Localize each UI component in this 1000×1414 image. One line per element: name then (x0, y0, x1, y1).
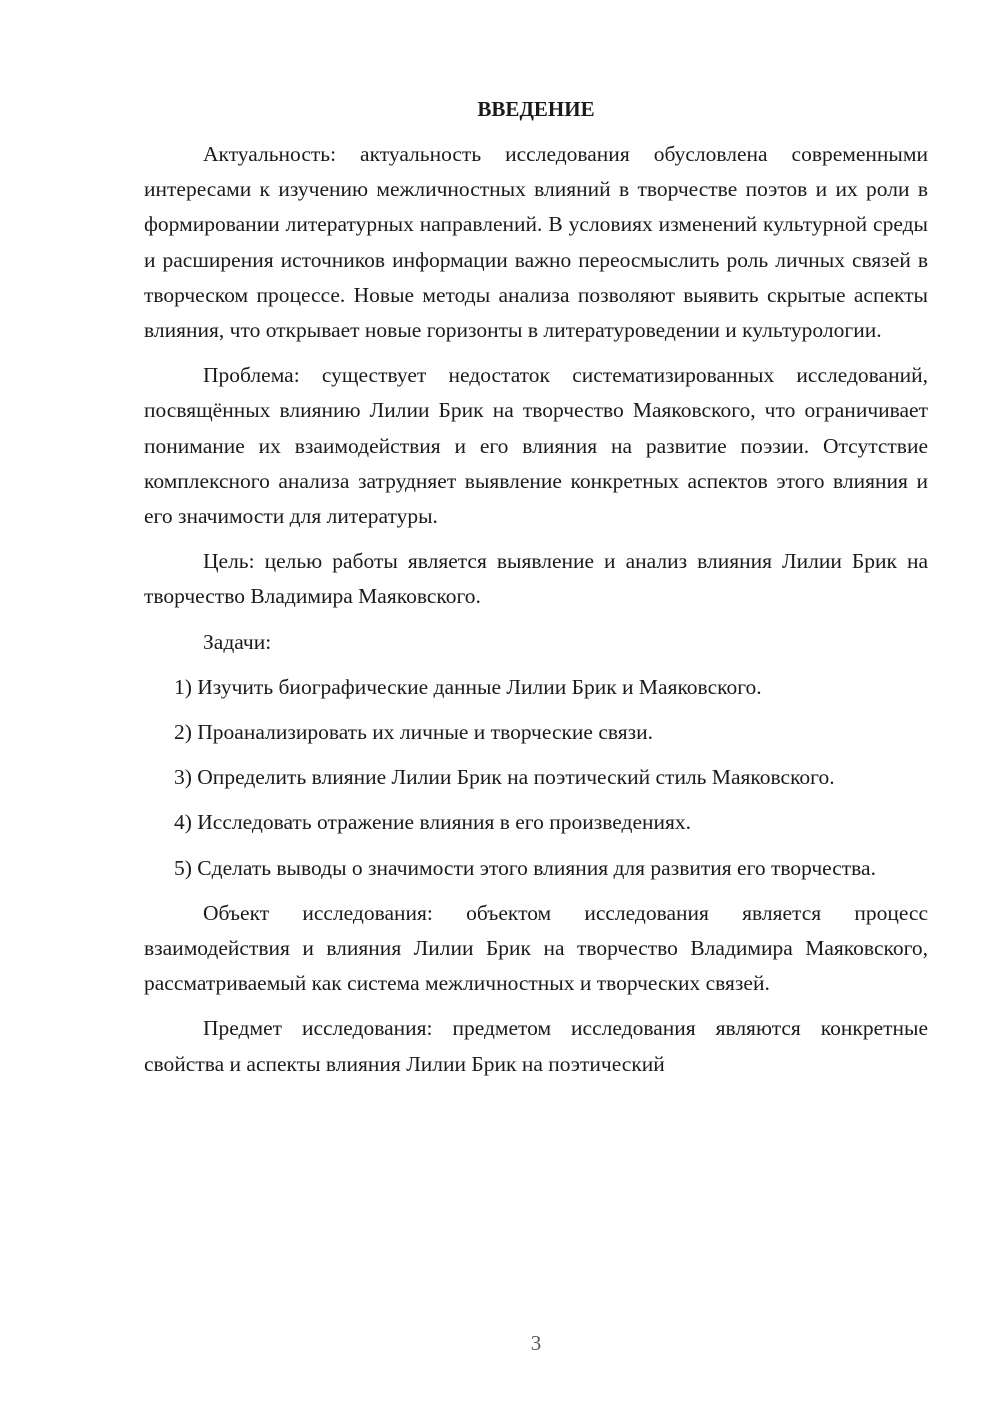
section-heading: ВВЕДЕНИЕ (477, 97, 595, 121)
paragraph-object: Объект исследования: объектом исследования является процесс взаимодействия и влияния Лилии Брик на творчество Владимира Маяковского, рассматриваемый как система межличностных и творческих связей. (144, 900, 928, 996)
task-item-5: 5) Сделать выводы о значимости этого влияния для развития его творчества. (174, 855, 876, 880)
task-item-3: 3) Определить влияние Лилии Брик на поэтический стиль Маяковского. (174, 765, 835, 790)
paragraph-problem: Проблема: существует недостаток систематизированных исследований, посвящённых влиянию Лилии Брик на творчество Маяковского, что ограничивает понимание их взаимодействия и его влияния на развитие поэзии. Отсутствие комплексного анализа затрудняет выявление конкретных аспектов этого влияния и его значимости для литературы. (144, 363, 928, 529)
task-item-4: 4) Исследовать отражение влияния в его произведениях. (174, 810, 692, 835)
task-item-1: 1) Изучить биографические данные Лилии Брик и Маяковского. (174, 674, 762, 699)
page-number: 3 (530, 1331, 542, 1355)
tasks-label: Задачи: (203, 629, 272, 654)
paragraph-relevance: Актуальность: актуальность исследования обусловлена современными интересами к изучению межличностных влияний в творчестве поэтов и их роли в формировании литературных направлений. В условиях изменений культурной среды и расширения источников информации важно переосмыслить роль личных связей в творческом процессе. Новые методы анализа позволяют выявить скрытые аспекты влияния, что открывает новые горизонты в литературоведении и культурологии. (144, 142, 928, 343)
paragraph-goal: Цель: целью работы является выявление и анализ влияния Лилии Брик на творчество Владимира Маяковского. (144, 549, 928, 609)
task-item-2: 2) Проанализировать их личные и творческие связи. (174, 720, 654, 745)
document-page (144, 92, 928, 1092)
paragraph-subject: Предмет исследования: предметом исследования являются конкретные свойства и аспекты влияния Лилии Брик на поэтический (144, 1016, 928, 1076)
